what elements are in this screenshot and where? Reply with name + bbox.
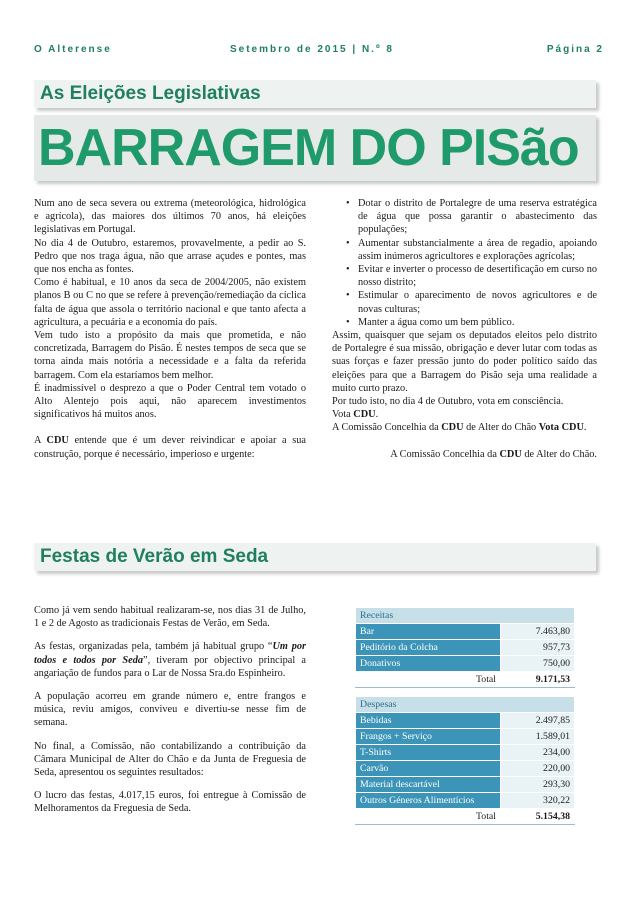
text: . xyxy=(583,422,587,434)
paragraph: Num ano de seca severa ou extrema (meteorológica, hidrológica e agrícola), das maiores dos últimos 70 anos, há eleições legislativas em Portugal. xyxy=(34,198,306,236)
row-label: T-Shirts xyxy=(356,745,501,761)
paragraph xyxy=(34,640,306,680)
row-label: Bebidas xyxy=(356,713,501,729)
paragraph: Assim, quaisquer que sejam os deputados eleitos pelo distrito de Portalegre é sua missão, obrigação e dever lutar com todas as suas forças e fazer pressão junto do poder político saído das eleições para que a Barragem do Pisão seja uma realidade a muito curto prazo. xyxy=(332,330,597,394)
table-title: Despesas xyxy=(356,697,575,713)
section-heading-band xyxy=(34,543,596,571)
text: de Alter do Chão xyxy=(463,422,539,434)
row-value: 220,00 xyxy=(501,761,575,777)
paragraph: Como é habitual, e 10 anos da seca de 2004/2005, não existem planos B ou C no que se refere à prevenção/remediação da cíclica falta de água que assola o território nacional e que tanto afecta a agricultura, a pecuária e a economia do país. xyxy=(34,277,306,328)
text: entende que é um dever reivindicar e apoiar a sua construção, porque é necessário, imperioso e urgente: xyxy=(34,435,306,460)
row-value: 750,00 xyxy=(501,656,575,672)
paragraph: É inadmissível o desprezo a que o Poder Central tem votado o Alto Alentejo pois aqui, não aparecem investimentos significativos há muitos anos. xyxy=(34,382,306,421)
commission-vote xyxy=(332,421,597,434)
list-item: • Manter a água como um bem público. xyxy=(344,316,597,329)
table-row xyxy=(356,745,575,761)
row-label: Bar xyxy=(356,624,501,640)
despesas-table xyxy=(355,696,575,825)
list-item: • Estimular o aparecimento de novos agricultores e de novas culturas; xyxy=(344,289,597,315)
table-row xyxy=(356,777,575,793)
row-label: Donativos xyxy=(356,656,501,672)
table-row xyxy=(356,640,575,656)
vota-cdu-bold: Vota CDU xyxy=(538,422,584,434)
section-title-festas: Festas de Verão em Seda xyxy=(40,546,269,567)
total-label: Total xyxy=(356,672,501,688)
table-title: Receitas xyxy=(356,608,575,624)
issue-date: Setembro de 2015 | N.º 8 xyxy=(230,44,394,55)
row-label: Carvão xyxy=(356,761,501,777)
row-label: Frangos + Serviço xyxy=(356,729,501,745)
article-right-column xyxy=(332,197,597,461)
table-row xyxy=(356,713,575,729)
text: A Comissão Concelhia da xyxy=(390,448,500,460)
text: A xyxy=(34,435,47,447)
row-value: 234,00 xyxy=(501,745,575,761)
paragraph: Vem tudo isto a propósito da mais que prometida, e não concretizada, Barragem do Pisão. É nestes tempos de seca que se torna ainda mais notória a necessidade e a falta da referida barragem. Com ela estaríamos bem melhor. xyxy=(34,330,306,381)
total-value: 5.154,38 xyxy=(501,809,575,825)
table-row xyxy=(356,761,575,777)
row-label: Outros Géneros Alimentícios xyxy=(356,793,501,809)
text: As festas, organizadas pela, também já habitual grupo “ xyxy=(34,641,273,653)
signature xyxy=(332,448,597,461)
festas-text-column xyxy=(34,604,306,816)
list-item: • Aumentar substancialmente a área de regadio, apoiando assim inúmeros agricultores e explorações agrícolas; xyxy=(344,237,597,263)
vote-cdu xyxy=(332,408,597,421)
cdu-bold: CDU xyxy=(441,422,464,434)
barragem-banner xyxy=(34,115,596,181)
paragraph: No final, a Comissão, não contabilizando a contribuição da Câmara Municipal de Alter do Chão e da Junta de Freguesia de Seda, apresentou os seguintes resultados: xyxy=(34,740,306,779)
table-row xyxy=(356,656,575,672)
text: de Alter do Chão. xyxy=(521,448,597,460)
page-number: Página 2 xyxy=(546,44,604,55)
receitas-table xyxy=(355,607,575,688)
article-left-column xyxy=(34,197,306,461)
banner-title: BARRAGEM DO PISão xyxy=(38,119,579,177)
list-item: • Dotar o distrito de Portalegre de uma reserva estratégica de água que possa garantir o abastecimento das populações; xyxy=(344,197,597,237)
total-label: Total xyxy=(356,809,501,825)
text: . xyxy=(375,409,379,421)
list-item: • Evitar e inverter o processo de desertificação em curso no nosso distrito; xyxy=(344,263,597,289)
objectives-list xyxy=(344,197,597,329)
total-row xyxy=(356,672,575,688)
total-row xyxy=(356,809,575,825)
row-value: 293,30 xyxy=(501,777,575,793)
row-value: 957,73 xyxy=(501,640,575,656)
row-label: Peditório da Colcha xyxy=(356,640,501,656)
total-value: 9.171,53 xyxy=(501,672,575,688)
row-value: 320,22 xyxy=(501,793,575,809)
group-name: Um por todos e todos por Seda xyxy=(34,641,306,666)
page-header xyxy=(34,44,604,58)
publication-name: O Alterense xyxy=(34,44,112,55)
paragraph: No dia 4 de Outubro, estaremos, provavelmente, a pedir ao S. Pedro que nos traga água, não que arrase açudes e pontes, mas que nos encha as fontes. xyxy=(34,237,306,276)
table-row xyxy=(356,729,575,745)
table-row xyxy=(356,793,575,809)
paragraph: Como já vem sendo habitual realizaram-se, nos dias 31 de Julho, 1 e 2 de Agosto as tradicionais Festas de Verão, em Seda. xyxy=(34,605,306,630)
cdu-bold: CDU xyxy=(499,448,522,460)
paragraph: A população acorreu em grande número e, entre frangos e música, reviu amigos, conviveu e divertiu-se nesse fim de semana. xyxy=(34,691,306,729)
table-row xyxy=(356,624,575,640)
paragraph: O lucro das festas, 4.017,15 euros, foi entregue à Comissão de Melhoramentos da Freguesia de Seda. xyxy=(34,790,306,815)
row-label: Material descartável xyxy=(356,777,501,793)
section-heading-band xyxy=(34,80,596,108)
section-title-eleicoes: As Eleições Legislativas xyxy=(40,83,261,104)
cdu-bold: CDU xyxy=(353,409,376,421)
cdu-paragraph xyxy=(34,434,306,460)
vote-line: Por tudo isto, no dia 4 de Outubro, vota em consciência. xyxy=(332,396,564,408)
row-value: 1.589,01 xyxy=(501,729,575,745)
text: Vota xyxy=(332,409,354,421)
row-value: 7.463,80 xyxy=(501,624,575,640)
text: ”, tiveram por objectivo principal a angariação de fundos para o Lar de Nossa Sra.do Espinheiro. xyxy=(34,654,306,679)
row-value: 2.497,85 xyxy=(501,713,575,729)
cdu-bold: CDU xyxy=(46,435,69,447)
text: A Comissão Concelhia da xyxy=(332,422,442,434)
